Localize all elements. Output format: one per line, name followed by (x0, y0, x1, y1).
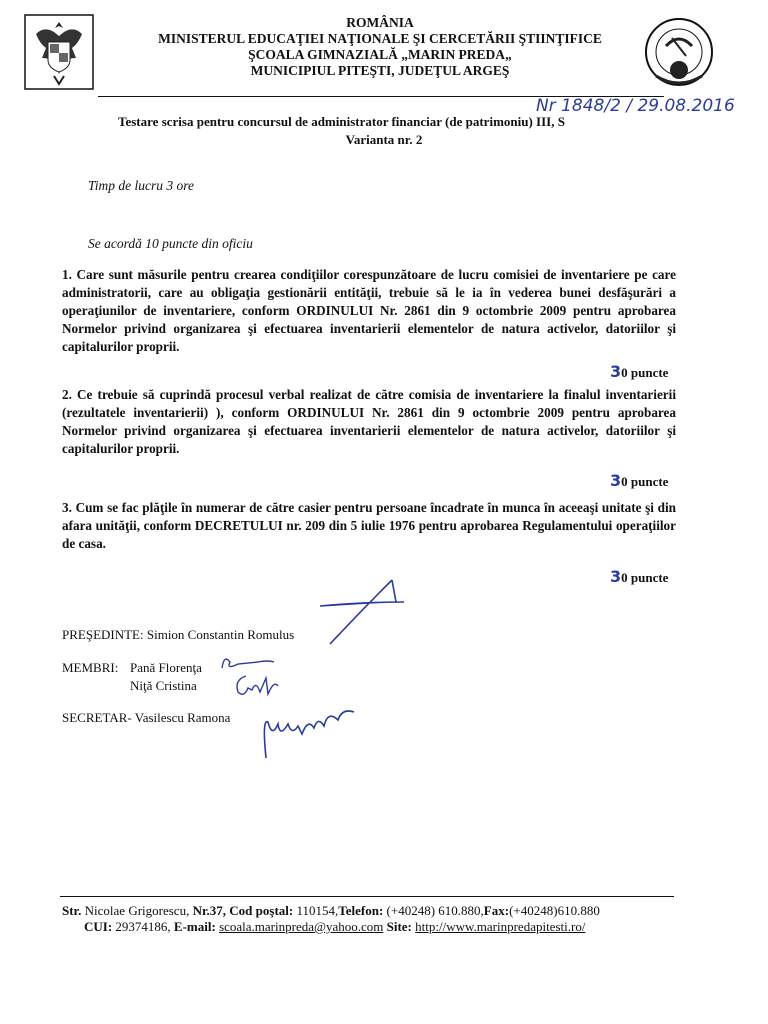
footer-divider (60, 896, 674, 897)
committee-president: PREŞEDINTE: Simion Constantin Romulus (62, 627, 295, 642)
question-1-points (610, 362, 668, 381)
header-school: ŞCOALA GIMNAZIALĂ „MARIN PREDA„ (248, 47, 512, 62)
points-digit-handwritten: 3 (610, 471, 622, 490)
points-label: 0 puncte (621, 365, 669, 380)
test-variant: Varianta nr. 2 (345, 132, 423, 147)
points-label: 0 puncte (621, 474, 669, 489)
secretary-signature (258, 698, 362, 760)
school-seal-logo (642, 16, 716, 92)
header-ministry: MINISTERUL EDUCAŢIEI NAŢIONALE ŞI CERCETĂRII ŞTIINŢIFICE (158, 31, 602, 46)
registration-number-handwritten: Nr 1848/2 / 29.08.2016 (536, 96, 735, 116)
committee-member-1: Pană Florenţa (130, 660, 202, 675)
points-digit-handwritten: 3 (610, 362, 622, 381)
email-link[interactable]: scoala.marinpreda@yahoo.com (219, 919, 384, 934)
header-country: ROMÂNIA (346, 15, 414, 30)
question-3-points (610, 567, 668, 586)
website-link[interactable]: http://www.marinpredapitesti.ro/ (415, 919, 586, 934)
points-digit-handwritten: 3 (610, 567, 622, 586)
test-title: Testare scrisa pentru concursul de administrator financiar (de patrimoniu) III, S (118, 114, 565, 129)
question-3: 3. Cum se fac plăţile în numerar de către casier pentru persoane încadrate în munca în aceeaşi unitate şi din afara unităţii, conform DECRETULUI nr. 209 din 5 iulie 1976 pentru aprobarea Regulamentului operaţiilor de casa. (62, 500, 676, 551)
time-note: Timp de lucru 3 ore (88, 178, 194, 193)
committee-members-label: MEMBRI: (62, 660, 119, 675)
question-2: 2. Ce trebuie să cuprindă procesul verbal realizat de către comisia de inventariere la finalul inventarierii (rezultatele inventarierii) ), conform ORDINULUI Nr. 2861 din 9 octombrie 2009 pentru aprobarea Normelor privind organizarea şi efectuarea inventarierii elementelor de natura activelor, datoriilor şi capitalurilor proprii. (62, 387, 676, 456)
committee-secretary: SECRETAR- Vasilescu Ramona (62, 710, 231, 725)
question-1: 1. Care sunt măsurile pentru crearea condiţiilor corespunzătoare de lucru comisiei de inventariere pe care administratorii, care au obligaţia gestionării entităţii, trebuie să le ia în vederea bunei desfăşurări a operaţiunilor de inventariere, conform ORDINULUI Nr. 2861 din 9 octombrie 2009 pentru aprobarea Normelor privind organizarea şi efectuarea inventarierii elementelor de natura activelor, datoriilor şi capitalurilor proprii. (62, 267, 676, 354)
footer-address: Str. Nicolae Grigorescu, Nr.37, Cod poştal: 110154,Telefon: (+40248) 610.880,Fax:(+40248)610.880 (62, 903, 600, 918)
committee-member-2: Niţă Cristina (130, 678, 197, 693)
footer-contact: CUI: 29374186, E-mail: scoala.marinpreda@yahoo.com Site: http://www.marinpredapitesti.ro/ (84, 919, 586, 934)
bonus-note: Se acordă 10 puncte din oficiu (88, 236, 253, 251)
president-signature (300, 572, 410, 652)
points-label: 0 puncte (621, 570, 669, 585)
header-municipality: MUNICIPIUL PITEŞTI, JUDEŢUL ARGEŞ (250, 63, 510, 78)
coat-of-arms-logo (24, 14, 94, 90)
question-2-points (610, 471, 668, 490)
